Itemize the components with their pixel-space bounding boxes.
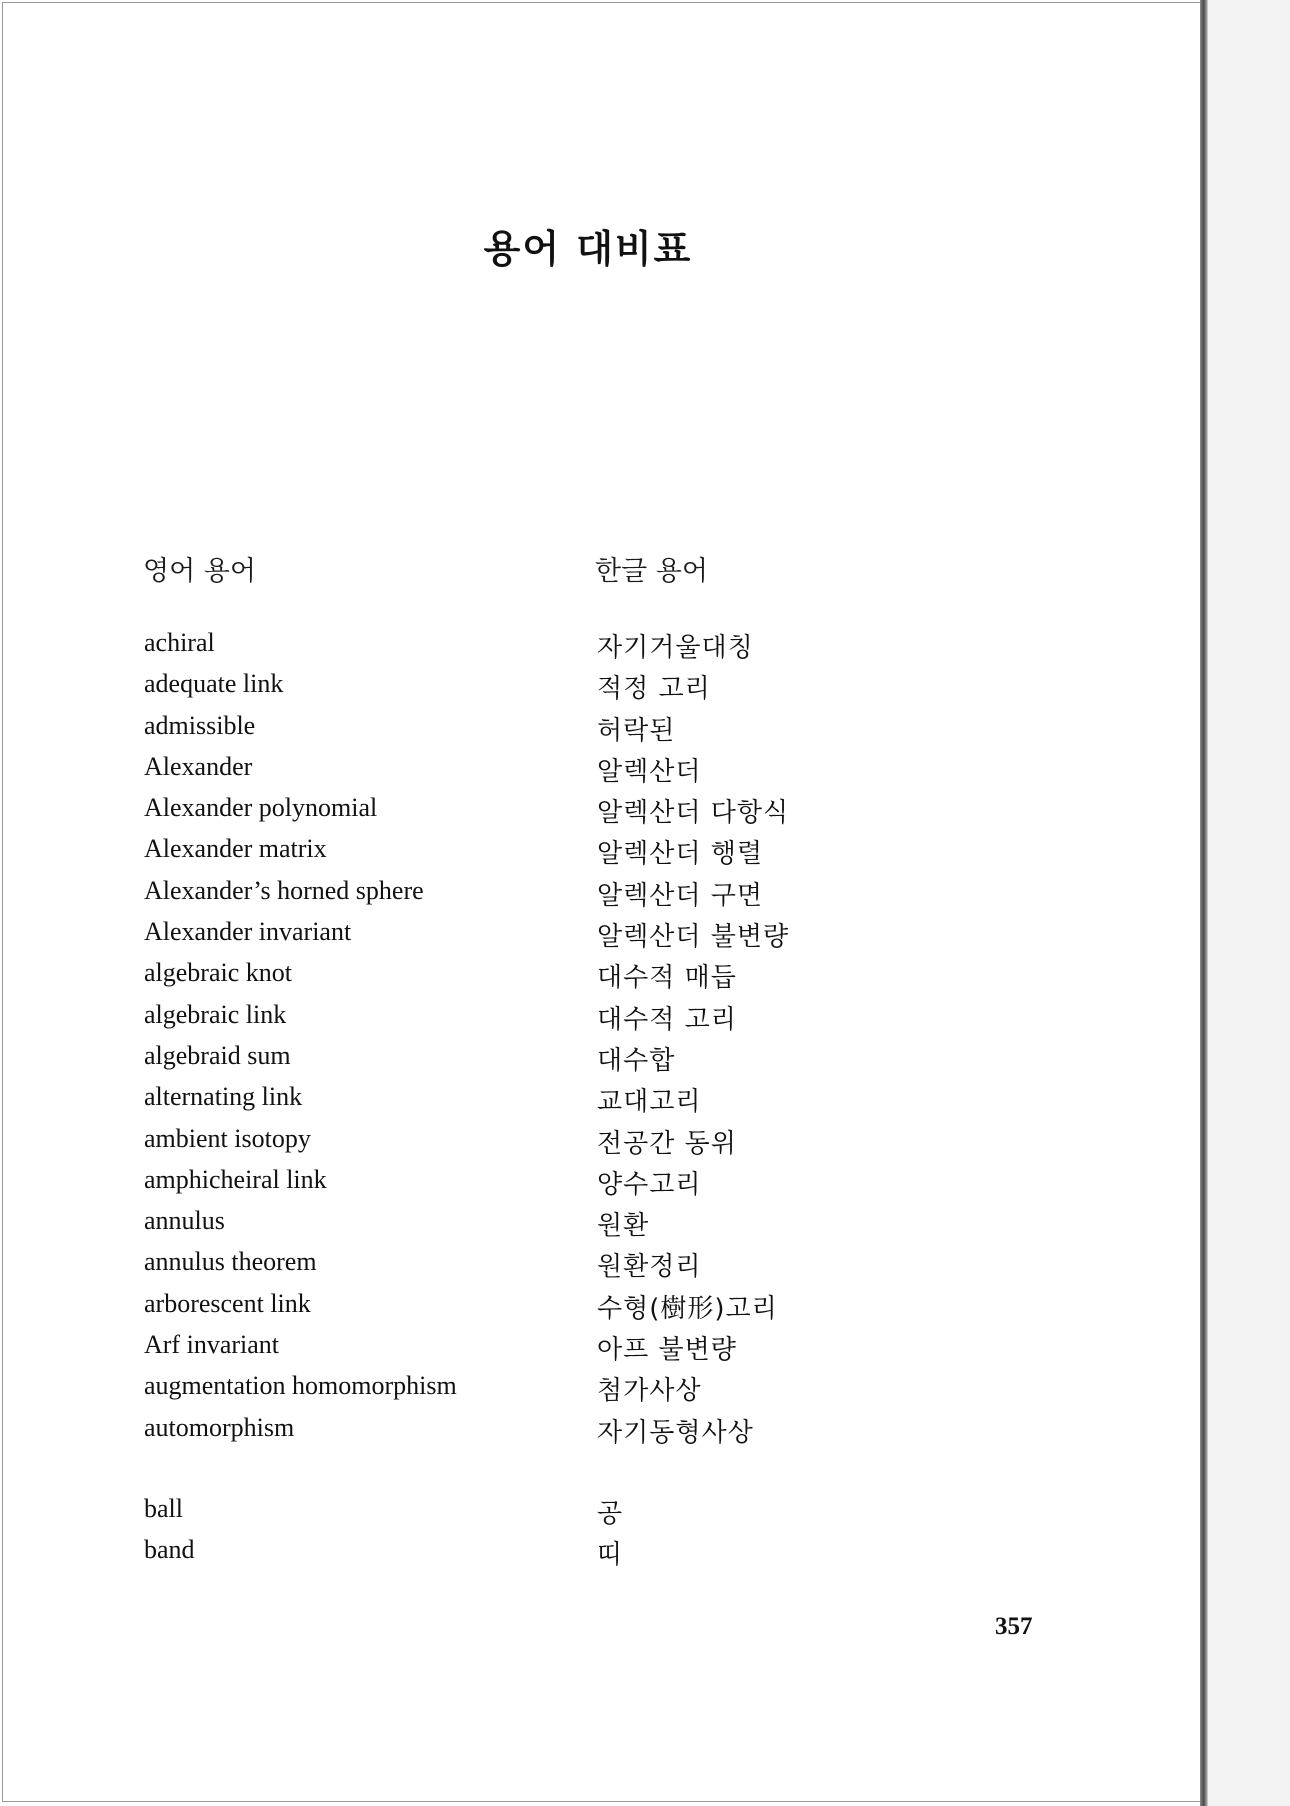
english-term: algebraid sum xyxy=(144,1040,291,1070)
korean-term: 자기동형사상 xyxy=(597,1417,754,1448)
korean-term: 대수적 매듭 xyxy=(597,963,737,994)
english-term: automorphism xyxy=(144,1412,295,1442)
korean-term: 알렉산더 행렬 xyxy=(597,839,763,870)
glossary-row xyxy=(3,628,1193,669)
korean-term: 알렉산더 불변량 xyxy=(597,922,790,953)
book-spine-edge xyxy=(1200,0,1208,1806)
page-number: 357 xyxy=(995,1613,1033,1640)
glossary-row xyxy=(3,1535,1193,1576)
glossary-row xyxy=(3,1165,1193,1206)
glossary-row xyxy=(3,793,1193,834)
english-term: algebraic link xyxy=(144,999,287,1029)
glossary-row xyxy=(3,1041,1193,1082)
english-term: algebraic knot xyxy=(144,958,292,988)
korean-term: 교대고리 xyxy=(597,1087,702,1118)
viewer-margin xyxy=(1208,0,1290,1806)
korean-term: 첨가사상 xyxy=(597,1376,702,1407)
english-term: amphicheiral link xyxy=(144,1164,327,1194)
korean-term: 전공간 동위 xyxy=(597,1128,737,1159)
korean-term: 알렉산더 구면 xyxy=(597,880,763,911)
book-page xyxy=(2,2,1200,1802)
glossary-row xyxy=(3,1124,1193,1165)
glossary-row xyxy=(3,876,1193,917)
english-term: Alexander invariant xyxy=(144,917,352,947)
english-term: Alexander’s horned sphere xyxy=(144,875,424,905)
english-term: alternating link xyxy=(144,1082,303,1112)
korean-term: 알렉산더 다항식 xyxy=(597,798,790,829)
glossary-row xyxy=(3,1082,1193,1123)
glossary-row xyxy=(3,1247,1193,1288)
korean-term: 알렉산더 xyxy=(597,756,702,787)
korean-term: 자기거울대칭 xyxy=(597,633,754,663)
english-term: achiral xyxy=(144,628,215,657)
english-term: Arf invariant xyxy=(144,1330,280,1360)
english-term: ambient isotopy xyxy=(144,1123,311,1153)
english-term: ball xyxy=(144,1493,183,1523)
english-term: augmentation homomorphism xyxy=(144,1371,457,1401)
page-title: 용어 대비표 xyxy=(483,227,693,271)
glossary-row xyxy=(3,958,1193,999)
glossary-row xyxy=(3,1494,1193,1535)
glossary-row xyxy=(3,669,1193,710)
korean-term: 원환 xyxy=(597,1211,650,1242)
glossary-row xyxy=(3,752,1193,793)
glossary-row xyxy=(3,711,1193,752)
english-term: annulus theorem xyxy=(144,1247,317,1277)
glossary-row xyxy=(3,917,1193,958)
english-term: adequate link xyxy=(144,669,284,699)
english-term: Alexander matrix xyxy=(144,834,327,864)
korean-term: 아프 불변량 xyxy=(597,1335,737,1366)
korean-term: 양수고리 xyxy=(597,1169,702,1200)
korean-term: 원환정리 xyxy=(597,1252,702,1283)
english-term: Alexander xyxy=(144,751,253,781)
english-term: Alexander polynomial xyxy=(144,793,378,823)
english-term: admissible xyxy=(144,710,256,740)
korean-term: 띠 xyxy=(597,1540,624,1571)
glossary-row xyxy=(3,1371,1193,1412)
glossary-row xyxy=(3,1413,1193,1454)
glossary-row xyxy=(3,1330,1193,1371)
korean-term: 공 xyxy=(597,1498,624,1529)
glossary-row xyxy=(3,1000,1193,1041)
korean-term: 대수합 xyxy=(597,1045,676,1076)
glossary-row xyxy=(3,1206,1193,1247)
english-term: annulus xyxy=(144,1206,225,1236)
glossary-row xyxy=(3,834,1193,875)
english-term-header: 영어 용어 xyxy=(143,556,256,587)
glossary-row xyxy=(3,1289,1193,1330)
korean-term: 수형(樹形)고리 xyxy=(597,1293,778,1324)
glossary-list xyxy=(3,628,1193,1577)
korean-term: 적정 고리 xyxy=(597,674,711,705)
english-term: band xyxy=(144,1535,195,1565)
korean-term: 허락된 xyxy=(597,715,676,746)
english-term: arborescent link xyxy=(144,1288,311,1318)
korean-term: 대수적 고리 xyxy=(597,1004,737,1035)
korean-term-header: 한글 용어 xyxy=(595,556,708,587)
